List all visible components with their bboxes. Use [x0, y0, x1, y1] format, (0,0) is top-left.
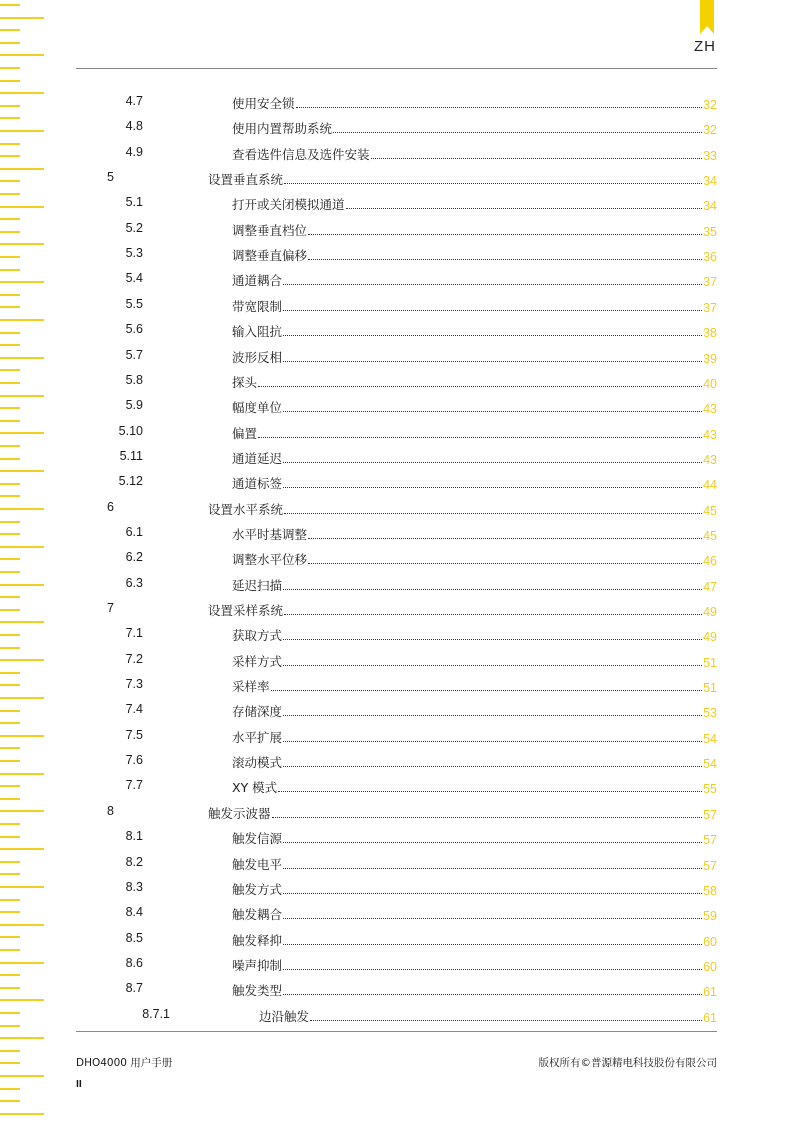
edge-tick: [0, 1062, 20, 1064]
toc-section-number: 5.6: [125, 322, 143, 337]
toc-page-number: 51: [703, 655, 717, 670]
edge-tick: [0, 4, 20, 6]
toc-page-number: 58: [703, 883, 717, 898]
toc-leader-dots: [308, 562, 702, 564]
toc-section-title: 触发类型: [232, 983, 283, 999]
toc-leader-dots: [283, 740, 702, 742]
toc-section-title: 采样方式: [232, 653, 283, 669]
toc-entry[interactable]: [0, 804, 793, 822]
edge-tick: [0, 672, 20, 674]
language-tab-marker: [700, 0, 714, 26]
toc-leader-dots: [283, 334, 702, 336]
edge-tick: [0, 1025, 20, 1027]
toc-entry[interactable]: [0, 677, 793, 695]
toc-leader-dots: [283, 892, 702, 894]
toc-section-number: 7.4: [125, 702, 143, 717]
toc-section-title: 获取方式: [232, 628, 283, 644]
toc-section-title: 使用安全锁: [232, 96, 295, 111]
toc-entry[interactable]: [0, 601, 793, 619]
toc-page-number: 49: [703, 605, 717, 619]
toc-page-number: 61: [703, 1010, 717, 1025]
manual-title: DHO4000 用户手册: [76, 1057, 173, 1069]
toc-entry[interactable]: [0, 829, 793, 847]
toc-leader-dots: [283, 588, 702, 590]
toc-leader-dots: [283, 968, 702, 970]
edge-tick: [0, 1088, 20, 1090]
toc-section-number: 4.7: [125, 94, 143, 108]
edge-tick: [0, 521, 20, 523]
toc-page-number: 54: [703, 731, 717, 746]
toc-section-title: 噪声抑制: [232, 957, 283, 973]
toc-page-number: 40: [703, 376, 717, 391]
toc-section-number: 7.6: [125, 753, 143, 768]
toc-section-title: 调整垂直档位: [232, 222, 308, 238]
toc-section-title: 触发释抑: [232, 932, 283, 948]
toc-section-number: 8.1: [125, 829, 143, 844]
toc-page-number: 55: [703, 782, 717, 797]
toc-section-number: 7.5: [125, 727, 143, 742]
edge-tick: [0, 42, 20, 44]
toc-section-title: 探头: [232, 374, 258, 390]
toc-leader-dots: [296, 106, 703, 108]
edge-tick: [0, 596, 20, 598]
toc-leader-dots: [283, 309, 702, 311]
edge-tick: [0, 823, 20, 825]
toc-entry[interactable]: [0, 956, 793, 974]
edge-tick: [0, 1037, 44, 1039]
toc-page-number: 53: [703, 706, 717, 721]
toc-leader-dots: [283, 917, 702, 919]
toc-section-number: 6.1: [125, 524, 143, 539]
toc-entry[interactable]: [0, 550, 793, 568]
toc-section-title: 采样率: [232, 679, 270, 695]
edge-tick: [0, 697, 44, 699]
toc-leader-dots: [283, 714, 702, 716]
header-rule: [76, 68, 717, 69]
toc-section-title: XY 模式: [232, 780, 278, 796]
toc-section-title: 波形反相: [232, 349, 283, 365]
edge-tick: [0, 546, 44, 548]
toc-section-number: 4.9: [125, 144, 143, 159]
edge-tick: [0, 999, 44, 1001]
toc-section-title: 设置垂直系统: [208, 172, 284, 188]
toc-leader-dots: [283, 283, 702, 285]
toc-section-title: 边沿触发: [259, 1008, 310, 1024]
toc-page-number: 60: [703, 934, 717, 949]
toc-section-number: 7.3: [125, 677, 143, 692]
edge-tick: [0, 470, 44, 472]
toc-page-number: 43: [703, 427, 717, 442]
toc-leader-dots: [283, 664, 702, 666]
toc-section-number: 8.7.1: [142, 1006, 170, 1021]
toc-leader-dots: [283, 993, 702, 995]
toc-page-number: 47: [703, 579, 717, 594]
footer-rule: [76, 1031, 717, 1032]
toc-leader-dots: [283, 765, 702, 767]
language-code: ZH: [694, 38, 716, 55]
toc-page-number: 60: [703, 959, 717, 974]
toc-section-number: 6.3: [125, 575, 143, 590]
toc-entry[interactable]: [0, 170, 793, 188]
toc-section-title: 触发电平: [232, 856, 283, 872]
toc-leader-dots: [271, 689, 703, 691]
toc-leader-dots: [272, 816, 703, 818]
toc-section-number: 5.7: [125, 347, 143, 362]
toc-section-title: 通道延迟: [232, 450, 283, 466]
edge-tick: [0, 243, 44, 245]
toc-entry[interactable]: [0, 424, 793, 442]
toc-section-title: 通道标签: [232, 476, 283, 492]
edge-tick: [0, 924, 44, 926]
toc-entry[interactable]: [0, 576, 793, 594]
toc-leader-dots: [283, 410, 702, 412]
toc-section-number: 5: [107, 170, 114, 185]
toc-entry[interactable]: [0, 855, 793, 873]
toc-page-number: 37: [703, 275, 717, 290]
toc-entry[interactable]: [0, 145, 793, 163]
toc-section-number: 8.4: [125, 905, 143, 920]
toc-leader-dots: [283, 943, 702, 945]
toc-leader-dots: [258, 385, 702, 387]
toc-entry[interactable]: [0, 246, 793, 264]
toc-section-number: 5.11: [119, 448, 143, 463]
toc-entry[interactable]: [0, 931, 793, 949]
toc-entry[interactable]: [0, 94, 793, 112]
toc-leader-dots: [283, 360, 702, 362]
toc-section-number: 5.4: [125, 271, 143, 286]
toc-section-title: 延迟扫描: [232, 577, 283, 593]
toc-section-number: 4.8: [125, 119, 143, 134]
edge-tick: [0, 369, 20, 371]
edge-tick: [0, 1075, 44, 1077]
toc-leader-dots: [284, 613, 702, 615]
toc-section-title: 触发耦合: [232, 907, 283, 923]
toc-section-title: 触发信源: [232, 831, 283, 847]
toc-leader-dots: [308, 233, 702, 235]
toc-page-number: 39: [703, 351, 717, 366]
toc-entry[interactable]: [0, 348, 793, 366]
toc-section-title: 设置水平系统: [208, 501, 284, 517]
toc-page-number: 37: [703, 300, 717, 315]
toc-entry[interactable]: [0, 271, 793, 289]
edge-tick: [0, 621, 44, 623]
toc-section-number: 6: [107, 499, 114, 514]
toc-section-number: 5.12: [118, 474, 143, 489]
edge-tick: [0, 54, 44, 56]
toc-section-number: 5.10: [118, 423, 143, 438]
edge-tick: [0, 17, 44, 19]
toc-page-number: 34: [703, 174, 717, 189]
toc-page-number: 34: [703, 199, 717, 214]
toc-entry[interactable]: [0, 398, 793, 416]
toc-leader-dots: [284, 512, 702, 514]
edge-tick: [0, 445, 20, 447]
edge-tick: [0, 571, 20, 573]
toc-page-number: 35: [703, 224, 717, 239]
toc-entry[interactable]: [0, 373, 793, 391]
toc-leader-dots: [308, 258, 702, 260]
toc-page-number: 57: [703, 833, 717, 848]
toc-section-number: 8.6: [125, 955, 143, 970]
toc-section-title: 带宽限制: [232, 298, 283, 314]
toc-section-number: 7.1: [125, 626, 143, 641]
toc-entry[interactable]: [0, 474, 793, 492]
edge-tick: [0, 67, 20, 69]
toc-leader-dots: [283, 486, 702, 488]
toc-entry[interactable]: [0, 981, 793, 999]
toc-section-title: 触发方式: [232, 881, 283, 897]
toc-section-number: 7: [107, 601, 114, 615]
toc-section-number: 5.3: [125, 246, 143, 261]
edge-tick: [0, 420, 20, 422]
toc-section-number: 8.7: [125, 981, 143, 996]
toc-entry[interactable]: [0, 728, 793, 746]
toc-section-title: 滚动模式: [232, 755, 283, 771]
toc-section-title: 调整垂直偏移: [232, 248, 308, 264]
toc-entry[interactable]: [0, 525, 793, 543]
toc-section-number: 5.5: [125, 296, 143, 311]
toc-section-number: 8.2: [125, 854, 143, 869]
toc-section-title: 水平扩展: [232, 729, 283, 745]
toc-page-number: 51: [703, 681, 717, 696]
toc-page-number: 45: [703, 503, 717, 518]
edge-tick: [0, 747, 20, 749]
toc-section-title: 使用内置帮助系统: [232, 121, 333, 137]
toc-page-number: 32: [703, 98, 717, 112]
toc-section-number: 8.5: [125, 930, 143, 945]
edge-tick: [0, 848, 44, 850]
toc-entry[interactable]: [0, 449, 793, 467]
edge-tick: [0, 974, 20, 976]
toc-entry[interactable]: [0, 626, 793, 644]
edge-tick: [0, 344, 20, 346]
toc-page-number: 33: [703, 148, 717, 163]
edge-tick: [0, 1113, 44, 1115]
toc-entry[interactable]: [0, 119, 793, 137]
edge-tick: [0, 319, 44, 321]
toc-section-number: 7.2: [125, 651, 143, 666]
edge-tick: [0, 1100, 20, 1102]
toc-page-number: 36: [703, 250, 717, 265]
copyright-notice: 版权所有©普源精电科技股份有限公司: [538, 1057, 717, 1069]
edge-tick: [0, 495, 20, 497]
toc-page-number: 61: [703, 985, 717, 1000]
toc-page-number: 45: [703, 528, 717, 543]
toc-leader-dots: [284, 182, 702, 184]
toc-section-number: 8.3: [125, 879, 143, 894]
edge-tick: [0, 798, 20, 800]
toc-section-title: 设置采样系统: [208, 603, 284, 618]
toc-entry[interactable]: [0, 880, 793, 898]
toc-page-number: 38: [703, 326, 717, 341]
toc-leader-dots: [258, 436, 702, 438]
edge-tick: [0, 949, 20, 951]
toc-entry[interactable]: [0, 195, 793, 213]
toc-section-number: 5.2: [125, 220, 143, 235]
toc-leader-dots: [278, 790, 702, 792]
toc-leader-dots: [283, 461, 702, 463]
toc-section-number: 5.8: [125, 372, 143, 387]
toc-page-number: 46: [703, 554, 717, 569]
toc-section-title: 打开或关闭模拟通道: [232, 197, 345, 213]
toc-page-number: 44: [703, 478, 717, 493]
toc-leader-dots: [371, 157, 703, 159]
toc-section-title: 触发示波器: [208, 805, 271, 821]
toc-entry[interactable]: [0, 1007, 793, 1025]
toc-section-title: 幅度单位: [232, 400, 283, 416]
toc-page-number: 43: [703, 452, 717, 467]
toc-section-number: 6.2: [125, 550, 143, 565]
toc-page-number: 43: [703, 402, 717, 417]
edge-tick: [0, 873, 20, 875]
edge-tick: [0, 294, 20, 296]
toc-leader-dots: [308, 537, 702, 539]
edge-tick: [0, 218, 20, 220]
toc-entry[interactable]: [0, 297, 793, 315]
toc-leader-dots: [310, 1019, 702, 1021]
toc-page-number: 49: [703, 630, 717, 645]
toc-leader-dots: [333, 131, 702, 133]
toc-section-title: 调整水平位移: [232, 552, 308, 568]
toc-section-number: 7.7: [125, 778, 143, 793]
toc-entry[interactable]: [0, 652, 793, 670]
edge-tick: [0, 1050, 20, 1052]
page-number: II: [76, 1078, 82, 1090]
toc-page-number: 32: [703, 123, 717, 138]
toc-page-number: 57: [703, 807, 717, 822]
toc-entry[interactable]: [0, 905, 793, 923]
toc-page-number: 57: [703, 858, 717, 873]
toc-section-number: 8: [107, 803, 114, 818]
toc-section-title: 输入阻抗: [232, 324, 283, 340]
toc-section-title: 水平时基调整: [232, 526, 308, 542]
toc-section-number: 5.9: [125, 398, 143, 413]
edge-tick: [0, 80, 20, 82]
toc-section-title: 存储深度: [232, 704, 283, 720]
edge-tick: [0, 647, 20, 649]
toc-entry[interactable]: [0, 322, 793, 340]
toc-page-number: 59: [703, 909, 717, 924]
toc-leader-dots: [283, 867, 702, 869]
toc-leader-dots: [346, 207, 703, 209]
toc-entry[interactable]: [0, 221, 793, 239]
edge-tick: [0, 899, 20, 901]
toc-section-number: 5.1: [125, 195, 143, 210]
edge-tick: [0, 773, 44, 775]
toc-entry[interactable]: [0, 753, 793, 771]
toc-section-title: 查看选件信息及选件安装: [232, 146, 370, 162]
toc-entry[interactable]: [0, 702, 793, 720]
toc-leader-dots: [283, 841, 702, 843]
toc-entry[interactable]: [0, 778, 793, 796]
toc-page-number: 54: [703, 757, 717, 772]
toc-section-title: 偏置: [232, 425, 258, 441]
edge-tick: [0, 395, 44, 397]
toc-leader-dots: [283, 638, 702, 640]
edge-tick: [0, 722, 20, 724]
edge-tick: [0, 29, 20, 31]
toc-section-title: 通道耦合: [232, 273, 283, 289]
toc-entry[interactable]: [0, 500, 793, 518]
